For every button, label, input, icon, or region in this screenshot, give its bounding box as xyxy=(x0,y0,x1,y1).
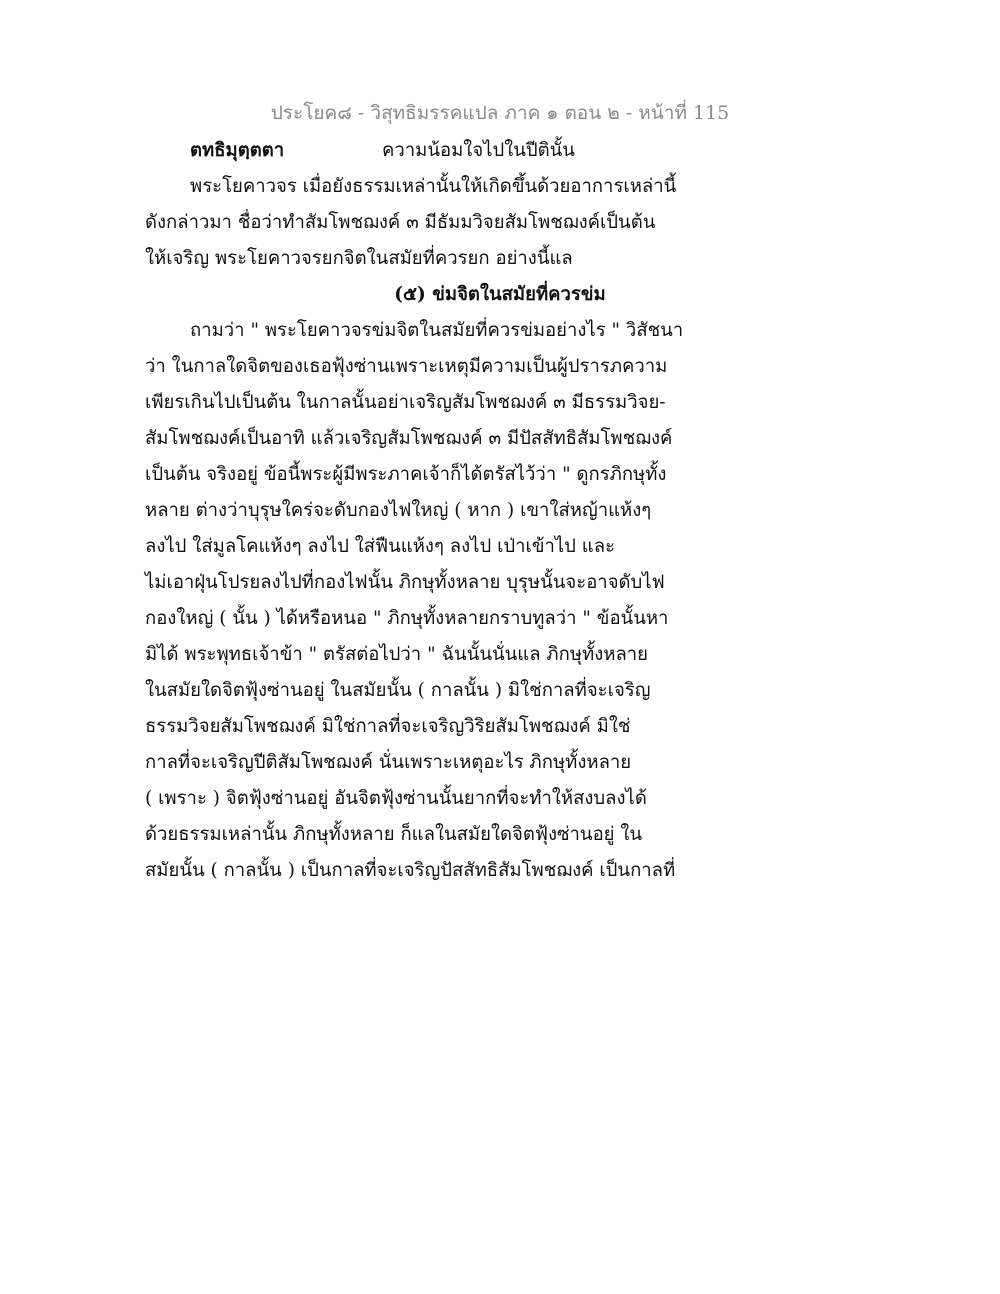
paragraph-line: ลงไป ใส่มูลโคแห้งๆ ลงไป ใส่ฟืนแห้งๆ ลงไป เป่าเข้าไป และ xyxy=(145,536,616,557)
running-header-text: ประโยค๘ - วิสุทธิมรรคแปล ภาค ๑ ตอน ๒ - หน้าที่ 115 xyxy=(270,102,730,124)
paragraph-line: สัมโพชฌงค์เป็นอาทิ แล้วเจริญสัมโพชฌงค์ ๓ มีปัสสัทธิสัมโพชฌงค์ xyxy=(145,428,673,449)
paragraph-line: มิได้ พระพุทธเจ้าข้า " ตรัสต่อไปว่า " ฉันนั้นนั่นแล ภิกษุทั้งหลาย xyxy=(145,644,649,665)
running-header xyxy=(0,98,1000,128)
paragraph-line: ดังกล่าวมา ชื่อว่าทำสัมโพชฌงค์ ๓ มีธัมมวิจยสัมโพชฌงค์เป็นต้น xyxy=(145,212,656,233)
paragraph-line: ไม่เอาฝุ่นโปรยลงไปที่กองไฟนั้น ภิกษุทั้งหลาย บุรุษนั้นจะอาจดับไฟ xyxy=(145,572,665,593)
paragraph-line: กองใหญ่ ( นั้น ) ได้หรือหนอ " ภิกษุทั้งหลายกราบทูลว่า " ข้อนั้นหา xyxy=(145,608,669,629)
section-heading: (๕) ข่มจิตในสมัยที่ควรข่ม xyxy=(394,284,606,305)
paragraph-line: กาลที่จะเจริญปีติสัมโพชฌงค์ นั่นเพราะเหตุอะไร ภิกษุทั้งหลาย xyxy=(145,752,632,773)
paragraph-line: ถามว่า " พระโยคาวจรข่มจิตในสมัยที่ควรข่มอย่างไร " วิสัชนา xyxy=(190,320,684,341)
term-gloss: ความน้อมใจไปในปีตินั้น xyxy=(382,140,575,161)
paragraph-line: ให้เจริญ พระโยคาวจรยกจิตในสมัยที่ควรยก อย่างนี้แล xyxy=(145,248,573,269)
paragraph-line: ในสมัยใดจิตฟุ้งซ่านอยู่ ในสมัยนั้น ( กาลนั้น ) มิใช่กาลที่จะเจริญ xyxy=(145,680,651,701)
paragraph-line: เพียรเกินไปเป็นต้น ในกาลนั้นอย่าเจริญสัมโพชฌงค์ ๓ มีธรรมวิจย- xyxy=(145,392,666,413)
paragraph-line: หลาย ต่างว่าบุรุษใคร่จะดับกองไฟใหญ่ ( หาก ) เขาใส่หญ้าแห้งๆ xyxy=(145,500,652,521)
paragraph-line: ธรรมวิจยสัมโพชฌงค์ มิใช่กาลที่จะเจริญวิริยสัมโพชฌงค์ มิใช่ xyxy=(145,716,631,737)
pali-term: ตทธิมุตฺตตา xyxy=(190,140,285,161)
paragraph-line: ด้วยธรรมเหล่านั้น ภิกษุทั้งหลาย ก็แลในสมัยใดจิตฟุ้งซ่านอยู่ ใน xyxy=(145,824,643,845)
paragraph-line: ว่า ในกาลใดจิตของเธอฟุ้งซ่านเพราะเหตุมีความเป็นผู้ปรารภความ xyxy=(145,356,668,377)
paragraph-line: พระโยคาวจร เมื่อยังธรรมเหล่านั้นให้เกิดขึ้นด้วยอาการเหล่านี้ xyxy=(190,176,677,197)
paragraph-line: เป็นต้น จริงอยู่ ข้อนี้พระผู้มีพระภาคเจ้าก็ได้ตรัสไว้ว่า " ดูกรภิกษุทั้ง xyxy=(145,464,667,485)
paragraph-line: สมัยนั้น ( กาลนั้น ) เป็นกาลที่จะเจริญปัสสัทธิสัมโพชฌงค์ เป็นกาลที่ xyxy=(145,860,676,881)
paragraph-line: ( เพราะ ) จิตฟุ้งซ่านอยู่ อันจิตฟุ้งซ่านนั้นยากที่จะทำให้สงบลงได้ xyxy=(145,788,647,809)
